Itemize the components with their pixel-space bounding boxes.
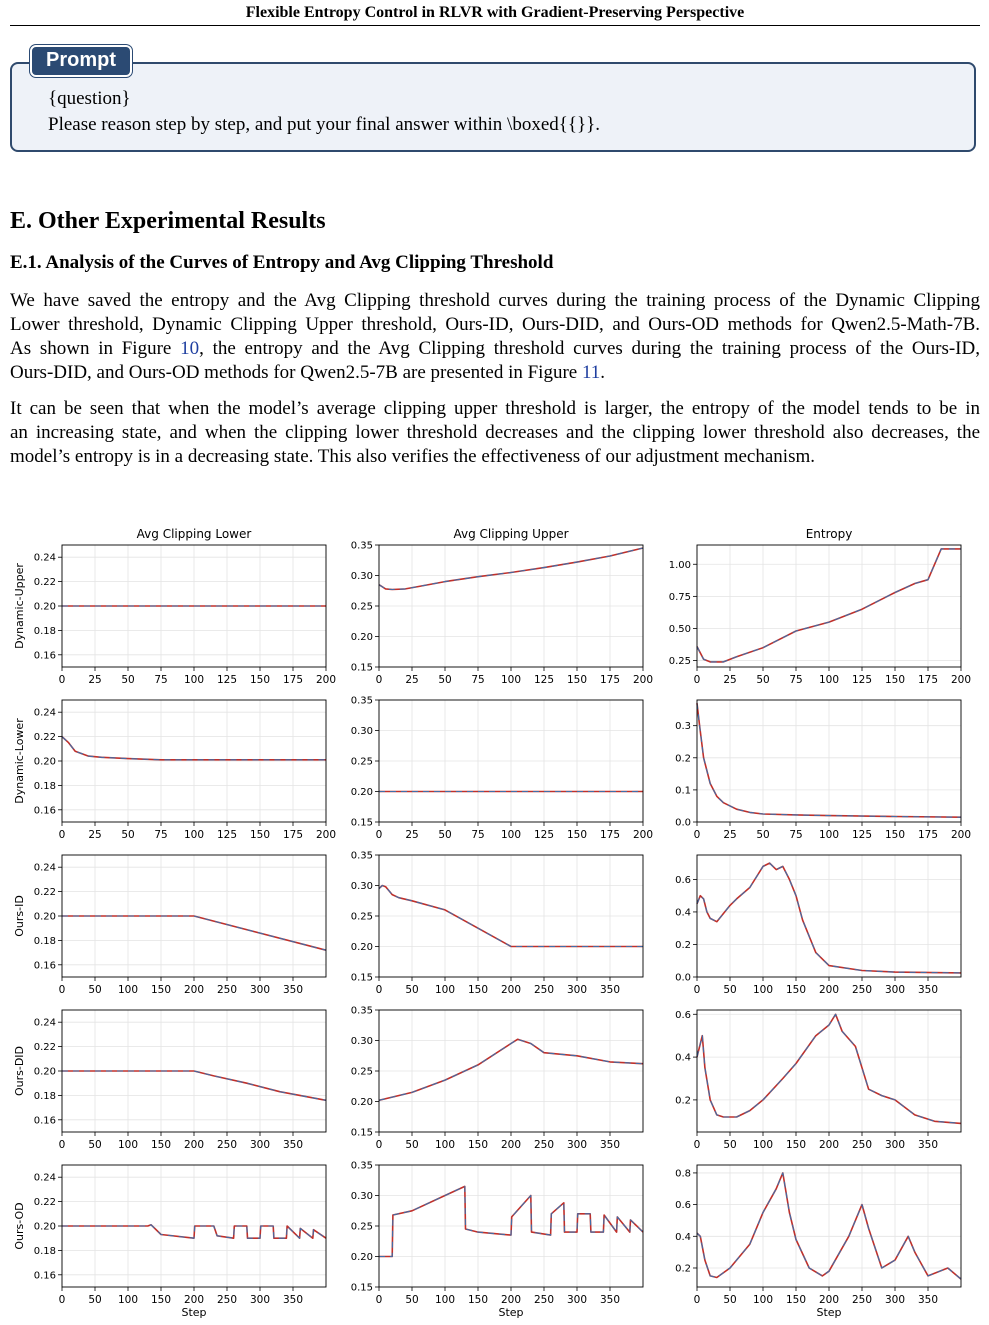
x-tick-label: 150 (150, 1294, 172, 1306)
x-tick-label: 350 (917, 1139, 939, 1151)
x-tick-label: 200 (950, 829, 972, 841)
x-tick-label: 0 (58, 1139, 66, 1151)
x-tick-label: 300 (884, 984, 906, 996)
x-tick-label: 0 (375, 674, 383, 686)
y-tick-label: 0.1 (675, 785, 691, 797)
y-tick-label: 0.6 (675, 874, 691, 886)
x-tick-label: 100 (752, 984, 774, 996)
y-tick-label: 0.30 (350, 726, 373, 737)
x-tick-label: 200 (183, 984, 205, 996)
prompt-line-question: {question} (48, 88, 131, 109)
row-label: Ours-DID (13, 1045, 26, 1097)
y-tick-label: 0.18 (33, 780, 56, 792)
x-tick-label: 300 (566, 1139, 588, 1151)
column-title: Avg Clipping Lower (136, 527, 252, 541)
x-tick-label: 50 (121, 829, 135, 841)
x-tick-label: 50 (756, 829, 770, 841)
paragraph-1-text: . (600, 362, 606, 383)
paragraph-1-text: , the entropy and the Avg Clipping threshold curves during the training process of the Ours-ID, (199, 338, 980, 359)
x-tick-label: 300 (566, 984, 588, 996)
x-tick-label: 250 (851, 1294, 873, 1306)
x-tick-label: 125 (851, 674, 873, 686)
x-tick-label: 150 (566, 829, 588, 841)
x-tick-label: 250 (216, 1294, 238, 1306)
row-label: Ours-OD (13, 1202, 26, 1250)
x-tick-label: 200 (315, 829, 337, 841)
x-tick-label: 350 (282, 984, 304, 996)
y-tick-label: 0.20 (350, 787, 373, 798)
x-tick-label: 175 (917, 674, 939, 686)
x-tick-label: 175 (599, 829, 621, 841)
y-tick-label: 0.75 (668, 591, 691, 603)
y-tick-label: 0.25 (350, 756, 373, 768)
y-tick-label: 0.24 (33, 552, 56, 564)
y-tick-label: 0.35 (350, 1005, 373, 1017)
y-tick-label: 0.24 (33, 1017, 56, 1029)
x-tick-label: 0 (375, 1139, 383, 1151)
y-tick-label: 0.15 (350, 972, 373, 984)
x-tick-label: 350 (917, 1294, 939, 1306)
x-tick-label: 250 (216, 1139, 238, 1151)
paragraph-1-line-4 (10, 361, 980, 385)
x-tick-label: 175 (917, 829, 939, 841)
y-tick-label: 0.2 (675, 1263, 691, 1275)
x-tick-label: 150 (785, 1294, 807, 1306)
x-tick-label: 300 (249, 1294, 271, 1306)
y-tick-label: 0.4 (675, 1052, 691, 1064)
y-tick-label: 0.30 (350, 1191, 373, 1202)
x-tick-label: 50 (438, 674, 452, 686)
x-tick-label: 100 (752, 1139, 774, 1151)
x-tick-label: 125 (216, 674, 238, 686)
x-tick-label: 100 (434, 984, 456, 996)
y-tick-label: 0.25 (350, 601, 373, 613)
x-tick-label: 50 (405, 1294, 419, 1306)
x-tick-label: 25 (723, 829, 737, 841)
y-tick-label: 0.8 (675, 1168, 691, 1180)
x-tick-label: 0 (375, 984, 383, 996)
figure-10-link[interactable]: 10 (180, 338, 200, 359)
x-tick-label: 125 (216, 829, 238, 841)
x-tick-label: 250 (851, 1139, 873, 1151)
y-tick-label: 0.2 (675, 939, 691, 951)
x-tick-label: 150 (150, 1139, 172, 1151)
y-tick-label: 0.30 (350, 1036, 373, 1047)
x-tick-label: 300 (566, 1294, 588, 1306)
x-tick-label: 50 (438, 829, 452, 841)
x-tick-label: 0 (693, 1294, 701, 1306)
x-tick-label: 250 (851, 984, 873, 996)
paragraph-2-line-3: model’s entropy is in a decreasing state. This also verifies the effectiveness of our adjustment mechanism. (10, 446, 815, 467)
y-tick-label: 0.22 (33, 1042, 56, 1054)
y-tick-label: 0.2 (675, 1095, 691, 1107)
x-tick-label: 200 (500, 1294, 522, 1306)
y-tick-label: 0.35 (350, 850, 373, 862)
x-tick-label: 200 (818, 1294, 840, 1306)
x-tick-label: 0 (58, 829, 66, 841)
paragraph-1-line-2: Lower threshold, Dynamic Clipping Upper threshold, Ours-ID, Ours-DID, and Ours-OD methods for Qwen2.5-Math-7B. (10, 314, 980, 335)
x-tick-label: 100 (818, 674, 840, 686)
x-tick-label: 175 (282, 674, 304, 686)
x-tick-label: 300 (249, 984, 271, 996)
x-tick-label: 25 (723, 674, 737, 686)
x-tick-label: 100 (434, 1139, 456, 1151)
header-rule (10, 25, 980, 26)
y-tick-label: 0.4 (675, 907, 691, 919)
x-tick-label: 125 (851, 829, 873, 841)
paragraph-2 (10, 397, 980, 469)
figure-11-link[interactable]: 11 (581, 362, 601, 383)
y-tick-label: 0.16 (33, 1270, 56, 1282)
x-tick-label: 125 (533, 674, 555, 686)
row-label: Dynamic-Lower (13, 718, 26, 804)
y-tick-label: 0.18 (33, 1245, 56, 1257)
x-tick-label: 150 (785, 1139, 807, 1151)
x-tick-label: 25 (405, 674, 419, 686)
x-tick-label: 100 (500, 674, 522, 686)
x-tick-label: 125 (533, 829, 555, 841)
y-tick-label: 0.25 (350, 1066, 373, 1078)
x-tick-label: 150 (566, 674, 588, 686)
x-tick-label: 200 (500, 1139, 522, 1151)
x-tick-label: 175 (599, 674, 621, 686)
x-tick-label: 200 (950, 674, 972, 686)
y-tick-label: 0.0 (675, 817, 691, 829)
x-tick-label: 100 (500, 829, 522, 841)
y-tick-label: 0.20 (33, 756, 56, 768)
y-tick-label: 0.18 (33, 625, 56, 637)
x-tick-label: 0 (693, 674, 701, 686)
x-tick-label: 250 (216, 984, 238, 996)
x-tick-label: 0 (58, 674, 66, 686)
x-tick-label: 200 (632, 674, 654, 686)
x-tick-label: 200 (183, 1139, 205, 1151)
paragraph-1-text: Ours-DID, and Ours-OD methods for Qwen2.5-7B are presented in Figure (10, 362, 582, 383)
y-tick-label: 0.22 (33, 1197, 56, 1209)
y-tick-label: 0.2 (675, 753, 691, 765)
x-tick-label: 25 (88, 829, 102, 841)
y-tick-label: 0.15 (350, 662, 373, 674)
x-tick-label: 250 (533, 1294, 555, 1306)
y-tick-label: 0.15 (350, 817, 373, 829)
y-tick-label: 0.0 (675, 972, 691, 984)
x-axis-label: Step (816, 1306, 842, 1319)
x-tick-label: 300 (884, 1294, 906, 1306)
row-label: Ours-ID (13, 895, 26, 937)
x-tick-label: 100 (183, 674, 205, 686)
y-tick-label: 0.20 (33, 911, 56, 923)
x-axis-label: Step (181, 1306, 207, 1319)
x-tick-label: 350 (599, 1294, 621, 1306)
y-tick-label: 0.18 (33, 935, 56, 947)
paragraph-1-line-1: We have saved the entropy and the Avg Clipping threshold curves during the training process of the Dynamic Clipping (10, 290, 980, 311)
y-tick-label: 0.6 (675, 1200, 691, 1212)
x-tick-label: 150 (249, 674, 271, 686)
x-tick-label: 200 (818, 1139, 840, 1151)
paragraph-1-line-3 (10, 337, 980, 361)
x-tick-label: 50 (88, 1139, 102, 1151)
paragraph-2-line-2: an increasing state, and when the clipping lower threshold decreases and the clipping lower threshold also decreases, the (10, 422, 980, 443)
x-tick-label: 100 (434, 1294, 456, 1306)
x-tick-label: 50 (88, 984, 102, 996)
x-tick-label: 100 (117, 984, 139, 996)
y-tick-label: 0.22 (33, 732, 56, 744)
x-tick-label: 350 (599, 984, 621, 996)
x-tick-label: 350 (917, 984, 939, 996)
y-tick-label: 0.30 (350, 881, 373, 892)
x-tick-label: 150 (467, 984, 489, 996)
prompt-line-instruction: Please reason step by step, and put your final answer within \boxed{{}}. (48, 114, 601, 135)
x-tick-label: 150 (785, 984, 807, 996)
x-tick-label: 150 (467, 1294, 489, 1306)
x-tick-label: 0 (58, 1294, 66, 1306)
y-tick-label: 0.24 (33, 707, 56, 719)
x-tick-label: 200 (632, 829, 654, 841)
x-tick-label: 50 (405, 1139, 419, 1151)
row-label: Dynamic-Upper (13, 563, 26, 649)
y-tick-label: 1.00 (668, 559, 691, 571)
x-tick-label: 25 (88, 674, 102, 686)
paragraph-2-line-1: It can be seen that when the model’s average clipping upper threshold is larger, the entropy of the model tends to be in (10, 398, 980, 419)
y-tick-label: 0.16 (33, 650, 56, 662)
y-tick-label: 0.20 (33, 1066, 56, 1078)
x-tick-label: 50 (723, 1139, 737, 1151)
x-tick-label: 0 (58, 984, 66, 996)
x-tick-label: 300 (884, 1139, 906, 1151)
x-tick-label: 200 (818, 984, 840, 996)
figure-grid (0, 515, 989, 1320)
section-title: E. Other Experimental Results (10, 208, 326, 234)
y-tick-label: 0.20 (350, 1252, 373, 1263)
prompt-box (10, 62, 976, 152)
y-tick-label: 0.20 (33, 1221, 56, 1233)
y-tick-label: 0.16 (33, 805, 56, 817)
y-tick-label: 0.20 (33, 601, 56, 613)
y-tick-label: 0.16 (33, 1115, 56, 1127)
y-tick-label: 0.20 (350, 1097, 373, 1108)
x-tick-label: 350 (282, 1294, 304, 1306)
y-tick-label: 0.25 (350, 911, 373, 923)
x-tick-label: 350 (282, 1139, 304, 1151)
x-tick-label: 0 (693, 1139, 701, 1151)
x-tick-label: 200 (500, 984, 522, 996)
x-tick-label: 50 (723, 984, 737, 996)
y-tick-label: 0.16 (33, 960, 56, 972)
x-tick-label: 150 (150, 984, 172, 996)
x-tick-label: 150 (249, 829, 271, 841)
x-tick-label: 100 (183, 829, 205, 841)
x-tick-label: 75 (154, 829, 168, 841)
x-tick-label: 300 (249, 1139, 271, 1151)
x-tick-label: 75 (789, 829, 803, 841)
y-tick-label: 0.50 (668, 623, 691, 635)
x-axis-label: Step (498, 1306, 524, 1319)
x-tick-label: 250 (533, 984, 555, 996)
x-tick-label: 75 (789, 674, 803, 686)
running-header: Flexible Entropy Control in RLVR with Gradient-Preserving Perspective (245, 4, 745, 21)
column-title: Avg Clipping Upper (453, 527, 569, 541)
y-tick-label: 0.22 (33, 887, 56, 899)
x-tick-label: 0 (693, 829, 701, 841)
x-tick-label: 150 (884, 674, 906, 686)
x-tick-label: 150 (467, 1139, 489, 1151)
y-tick-label: 0.35 (350, 695, 373, 707)
x-tick-label: 50 (723, 1294, 737, 1306)
y-tick-label: 0.6 (675, 1009, 691, 1021)
x-tick-label: 0 (375, 1294, 383, 1306)
x-tick-label: 350 (599, 1139, 621, 1151)
y-tick-label: 0.35 (350, 540, 373, 552)
x-tick-label: 25 (405, 829, 419, 841)
y-tick-label: 0.22 (33, 577, 56, 589)
x-tick-label: 50 (756, 674, 770, 686)
x-tick-label: 75 (471, 829, 485, 841)
x-tick-label: 50 (88, 1294, 102, 1306)
x-tick-label: 100 (752, 1294, 774, 1306)
prompt-label: Prompt (30, 45, 132, 77)
x-tick-label: 175 (282, 829, 304, 841)
x-tick-label: 100 (117, 1294, 139, 1306)
y-tick-label: 0.3 (675, 721, 691, 733)
x-tick-label: 0 (693, 984, 701, 996)
subsection-title: E.1. Analysis of the Curves of Entropy and Avg Clipping Threshold (10, 252, 554, 273)
x-tick-label: 100 (117, 1139, 139, 1151)
paragraph-1 (10, 289, 980, 385)
paragraph-1-text: As shown in Figure (10, 338, 181, 359)
y-tick-label: 0.35 (350, 1160, 373, 1172)
y-tick-label: 0.25 (668, 656, 691, 668)
x-tick-label: 100 (818, 829, 840, 841)
y-tick-label: 0.25 (350, 1221, 373, 1233)
x-tick-label: 150 (884, 829, 906, 841)
y-tick-label: 0.15 (350, 1282, 373, 1294)
y-tick-label: 0.30 (350, 571, 373, 582)
y-tick-label: 0.18 (33, 1090, 56, 1102)
y-tick-label: 0.20 (350, 942, 373, 953)
x-tick-label: 0 (375, 829, 383, 841)
x-tick-label: 200 (183, 1294, 205, 1306)
y-tick-label: 0.4 (675, 1231, 691, 1243)
x-tick-label: 250 (533, 1139, 555, 1151)
x-tick-label: 75 (471, 674, 485, 686)
column-title: Entropy (805, 527, 853, 541)
x-tick-label: 50 (121, 674, 135, 686)
x-tick-label: 50 (405, 984, 419, 996)
y-tick-label: 0.24 (33, 862, 56, 874)
y-tick-label: 0.24 (33, 1172, 56, 1184)
y-tick-label: 0.15 (350, 1127, 373, 1139)
x-tick-label: 75 (154, 674, 168, 686)
y-tick-label: 0.20 (350, 632, 373, 643)
x-tick-label: 200 (315, 674, 337, 686)
